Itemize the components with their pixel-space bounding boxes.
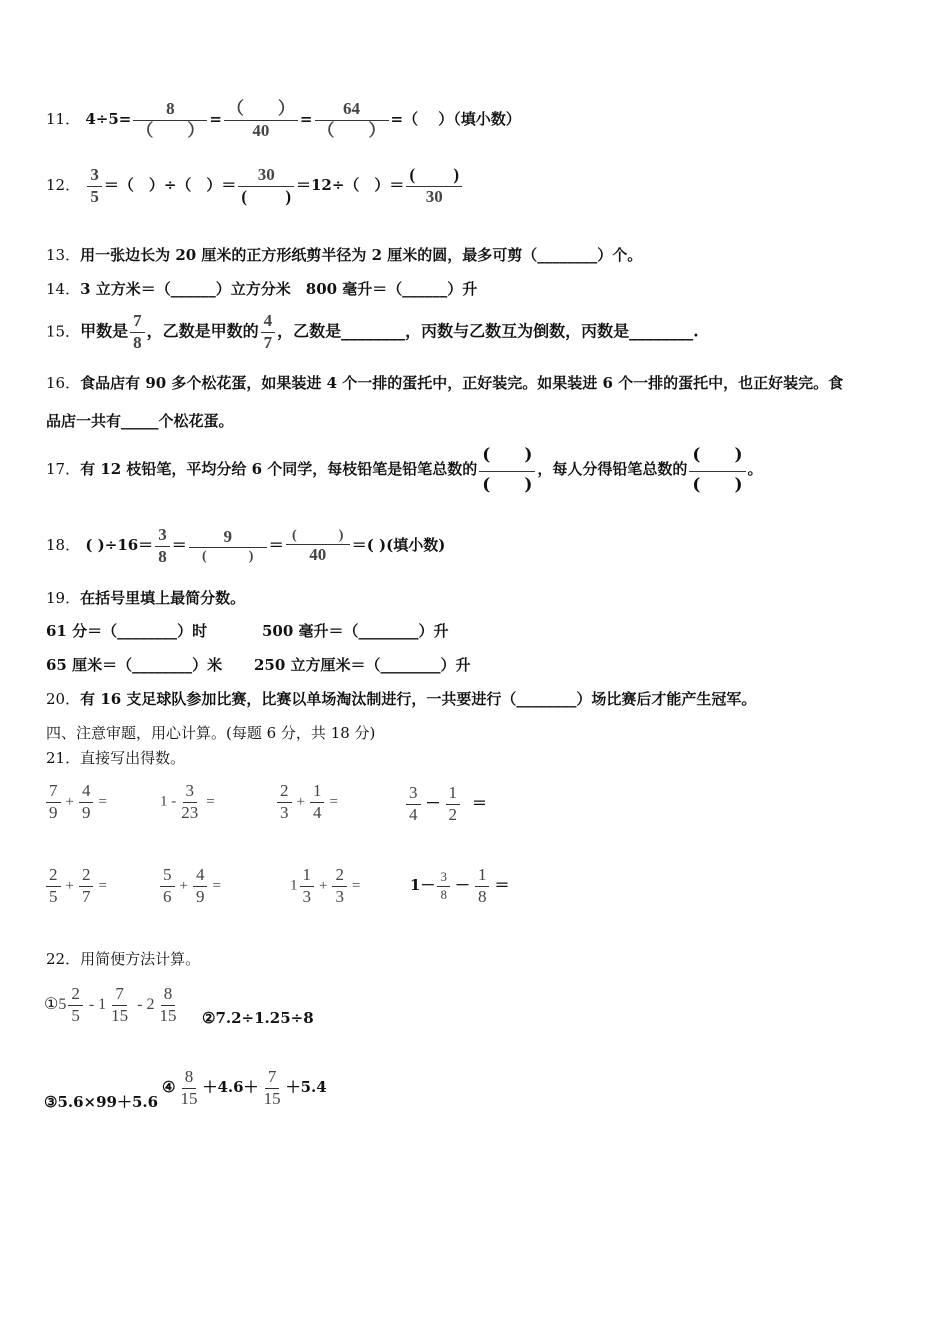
q19-row1b: 500 毫升＝（________）升 [262, 622, 449, 640]
calc-p4: ④ $\frac{8}{15}$ ＋4.6＋ $\frac{7}{15}$ ＋5.4 [162, 1067, 327, 1108]
question-15: 15．甲数是 $\frac{7}{8}$ ，乙数是甲数的 $\frac{4}{7}$ ，乙数是________，丙数与乙数互为倒数，丙数是________. [46, 311, 699, 352]
question-19: 19．在括号里填上最简分数。 [46, 589, 246, 607]
calc-p2: ②7.2÷1.25÷8 [202, 1009, 314, 1027]
calc-e5: $\frac{2}{5}$ + $\frac{2}{7}$ = [44, 866, 110, 906]
fraction: $\frac{( )}{40}$ [224, 100, 298, 140]
question-12: 12． $\frac{3}{5}$ ＝（ ）÷（ ）＝ $\frac{30}{( )}$ ＝12÷（ ）＝ $\frac{( )}{30}$ [46, 166, 464, 206]
fraction: $\frac{3}{8}$ [155, 526, 170, 566]
calc-e7: 1 $\frac{1}{3}$ + $\frac{2}{3}$ = [290, 865, 361, 906]
expression-lead: 4÷5= [85, 110, 132, 129]
fraction: $\frac{4}{7}$ [261, 312, 276, 352]
calc-e1: $\frac{7}{9}$ + $\frac{4}{9}$ = [44, 782, 110, 822]
section-heading: 四、注意审题，用心计算。(每题 6 分，共 18 分) [46, 724, 376, 742]
fraction: $\frac{8}{( )}$ [133, 100, 207, 140]
question-14: 14．3 立方米＝（______）立方分米 800 毫升＝（______）升 [46, 280, 478, 298]
calc-e2: 1 - $\frac{3}{23}$ = [160, 781, 215, 822]
fraction: $\frac{( )}{( )}$ [479, 446, 535, 494]
question-13: 13．用一张边长为 20 厘米的正方形纸剪半径为 2 厘米的圆，最多可剪（________）个。 [46, 246, 643, 264]
calc-e6: $\frac{5}{6}$ + $\frac{4}{9}$ = [158, 866, 224, 906]
calc-p3: ③5.6×99＋5.6 [44, 1093, 159, 1111]
question-20: 20．有 16 支足球队参加比赛，比赛以单场淘汰制进行，一共要进行（________）场比赛后才能产生冠军。 [46, 690, 757, 708]
q19-row2a: 65 厘米＝（________）米 [46, 656, 223, 674]
question-number: 12． [46, 176, 81, 195]
question-number: 11． [46, 110, 81, 129]
q19-row1a: 61 分＝（________）时 [46, 622, 208, 640]
calc-p1: ①5 $\frac{2}{5}$ - 1 $\frac{7}{15}$ - 2 $\frac{8}{15}$ [44, 984, 177, 1025]
calc-e4: $\frac{3}{4}$ － $\frac{1}{2}$ ＝ [404, 784, 490, 824]
question-11: 11． 4÷5= $\frac{8}{( )}$ = $\frac{( )}{40}$ = $\frac{64}{( )}$ =（ ）（填小数） [46, 99, 521, 140]
fraction: $\frac{( )}{30}$ [406, 166, 462, 206]
fraction: $\frac{9}{( )}$ [189, 528, 267, 565]
fraction: $\frac{3}{5}$ [87, 166, 102, 206]
question-22: 22．用简便方法计算。 [46, 950, 201, 968]
fraction: $\frac{( )}{40}$ [286, 528, 350, 565]
question-18: 18． ( )÷16＝ $\frac{3}{8}$ ＝ $\frac{9}{( )}$ ＝ $\frac{( )}{40}$ ＝( )(填小数) [46, 525, 446, 566]
calc-e8: 1－ $\frac{3}{8}$ － $\frac{1}{8}$ ＝ [410, 865, 510, 906]
fraction: $\frac{30}{( )}$ [238, 166, 294, 206]
fraction: $\frac{7}{8}$ [130, 312, 145, 352]
question-16-line2: 品店一共有_____个松花蛋。 [46, 412, 234, 430]
fraction: $\frac{64}{( )}$ [315, 100, 389, 140]
question-16: 16．食品店有 90 多个松花蛋，如果装进 4 个一排的蛋托中，正好装完。如果装进 6 个一排的蛋托中，也正好装完。食 [46, 374, 844, 392]
fraction: $\frac{( )}{( )}$ [689, 446, 745, 494]
q19-row2b: 250 立方厘米＝（________）升 [254, 656, 471, 674]
calc-e3: $\frac{2}{3}$ + $\frac{1}{4}$ = [275, 782, 341, 822]
question-17: 17．有 12 枝铅笔，平均分给 6 个同学，每枝铅笔是铅笔总数的 $\frac{( )}{( )}$ ，每人分得铅笔总数的 $\frac{( )}{( )}$ 。 [46, 445, 763, 495]
question-21: 21．直接写出得数。 [46, 749, 186, 767]
